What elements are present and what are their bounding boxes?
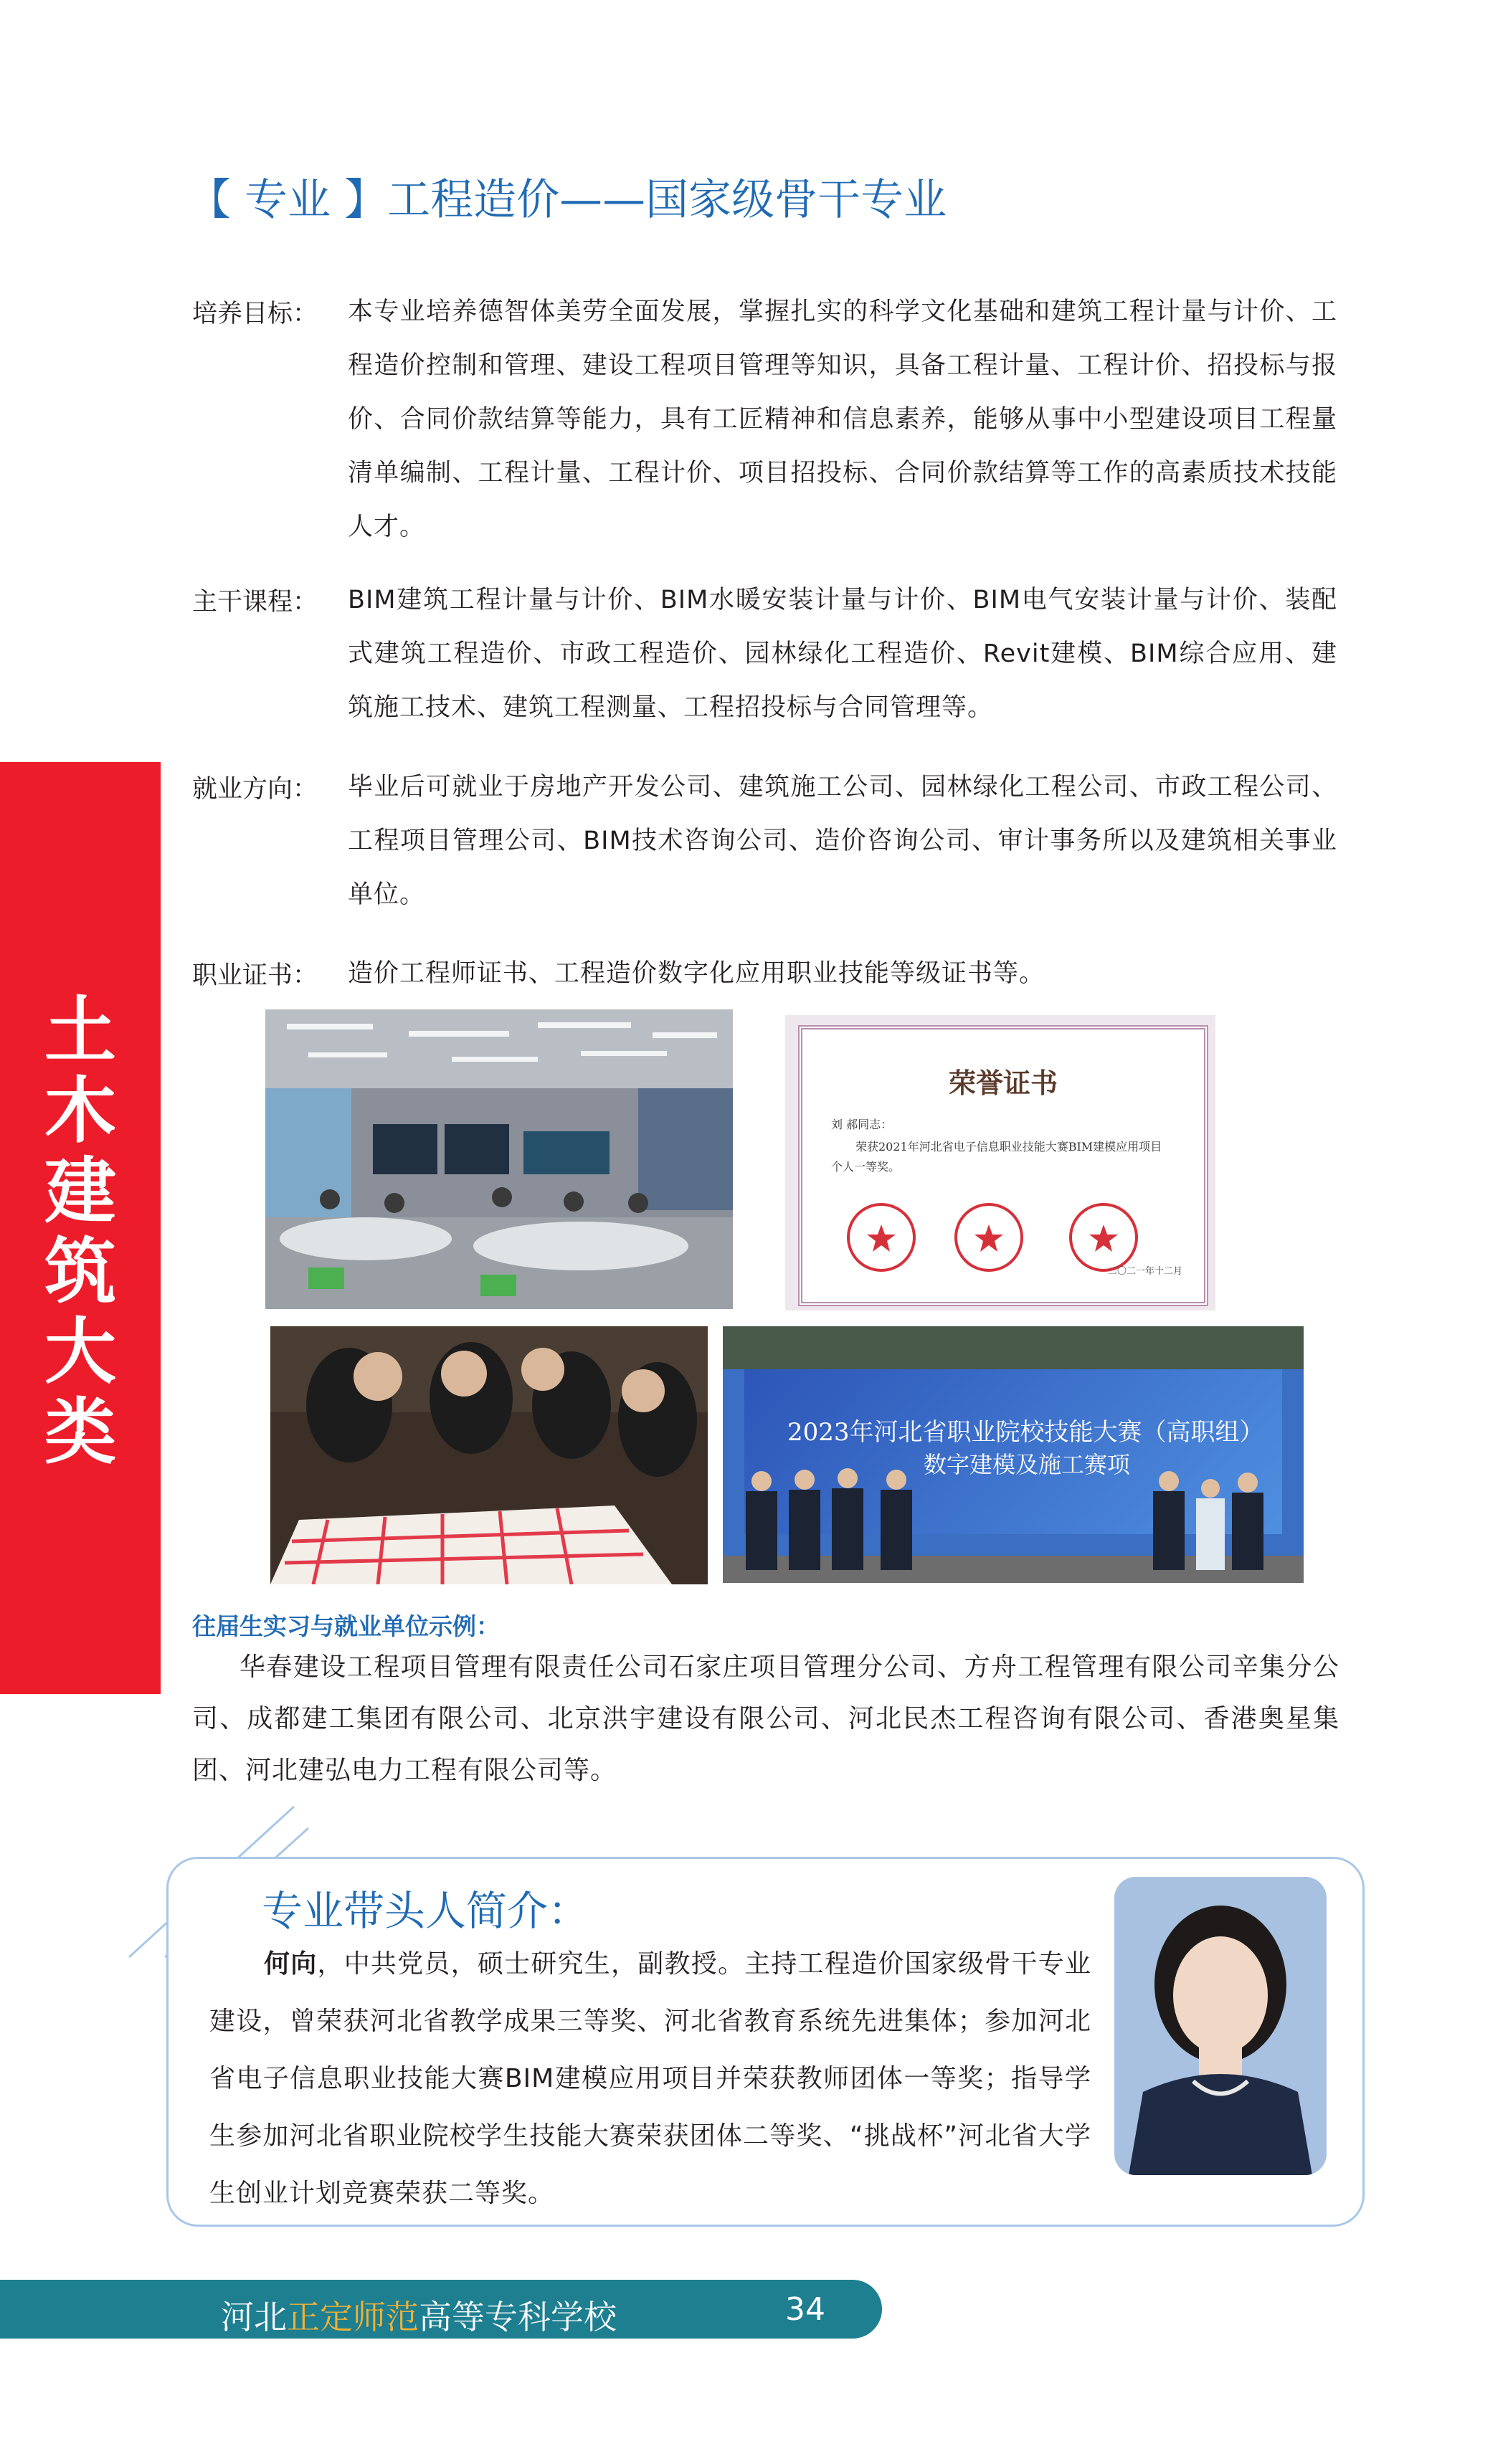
section-body-career: 毕业后可就业于房地产开发公司、建筑施工公司、园林绿化工程公司、市政工程公司、工程项目管理公司、BIM技术咨询公司、造价咨询公司、审计事务所以及建筑相关事业单位。 <box>348 773 1337 909</box>
section-label-courses: 主干课程： <box>192 588 318 617</box>
leader-title: 专业带头人简介： <box>262 1888 589 1935</box>
alumni-body: 华春建设工程项目管理有限责任公司石家庄项目管理分公司、方舟工程管理有限公司辛集分公司、成都建工集团有限公司、北京洪宇建设有限公司、河北民杰工程咨询有限公司、香港奥星集团、河北建弘电力工程有限公司等。 <box>192 1652 1339 1785</box>
classroom-photo <box>265 1009 733 1309</box>
banner-line2: 数字建模及施工赛项 <box>924 1451 1131 1478</box>
certificate-heading: 荣誉证书 <box>948 1067 1058 1099</box>
footer-school-highlight: 正定师范 <box>287 2298 419 2336</box>
section-label-goal: 培养目标： <box>192 300 318 328</box>
team-members-figures <box>723 1448 1304 1583</box>
footer-school-part3: 高等专科学校 <box>419 2298 617 2336</box>
section-body-courses: BIM建筑工程计量与计价、BIM水暖安装计量与计价、BIM电气安装计量与计价、装配式建筑工程造价、市政工程造价、园林绿化工程造价、Revit建模、BIM综合应用、建筑施工技术、建筑工程测量、工程招投标与合同管理等。 <box>348 586 1337 722</box>
section-label-career: 就业方向： <box>192 775 318 804</box>
leader-intro <box>209 1936 1091 2222</box>
certificate-text: 荣获2021年河北省电子信息职业技能大赛BIM建模应用项目个人一等奖。 <box>831 1140 1162 1174</box>
leader-name: 何向 <box>264 1949 318 1979</box>
leader-portrait <box>1114 1877 1327 2175</box>
alumni-heading: 往届生实习与就业单位示例： <box>192 1612 500 1640</box>
section-body-certificate: 造价工程师证书、工程造价数字化应用职业技能等级证书等。 <box>348 959 1045 988</box>
page-number: 34 <box>785 2291 825 2328</box>
section-body-goal: 本专业培养德智体美劳全面发展，掌握扎实的科学文化基础和建筑工程计量与计价、工程造价控制和管理、建设工程项目管理等知识，具备工程计量、工程计价、招投标与报价、合同价款结算等能力，具有工匠精神和信息素养，能够从事中小型建设项目工程量清单编制、工程计量、工程计价、项目招投标、合同价款结算等工作的高素质技术技能人才。 <box>348 298 1337 541</box>
section-label-certificate: 职业证书： <box>192 961 318 990</box>
competition-team-photo <box>723 1326 1304 1583</box>
side-char-2: 木 <box>44 1069 116 1153</box>
certificate-date: 二〇二一年十二月 <box>1107 1266 1182 1277</box>
students-workshop-photo <box>270 1326 708 1584</box>
honor-certificate-image <box>785 1015 1215 1311</box>
footer-school-name <box>221 2291 617 2339</box>
side-char-3: 建 <box>44 1149 116 1233</box>
side-char-5: 大 <box>44 1310 116 1394</box>
side-char-1: 土 <box>44 989 116 1072</box>
page-title: 【 专业 】工程造价——国家级骨干专业 <box>188 175 947 225</box>
side-char-4: 筑 <box>44 1229 116 1313</box>
banner-line1: 2023年河北省职业院校技能大赛（高职组） <box>787 1418 1264 1447</box>
leader-intro-text: ，中共党员，硕士研究生，副教授。主持工程造价国家级骨干专业建设，曾荣获河北省教学成果三等奖、河北省教育系统先进集体；参加河北省电子信息职业技能大赛BIM建模应用项目并荣获教师团体一等奖；指导学生参加河北省职业院校学生技能大赛荣获团体二等奖、“挑战杯”河北省大学生创业计划竞赛荣获二等奖。 <box>209 1949 1091 2208</box>
footer-school-part1: 河北 <box>221 2298 287 2336</box>
certificate-recipient: 刘 郝同志： <box>831 1118 893 1131</box>
side-char-6: 类 <box>44 1390 116 1474</box>
